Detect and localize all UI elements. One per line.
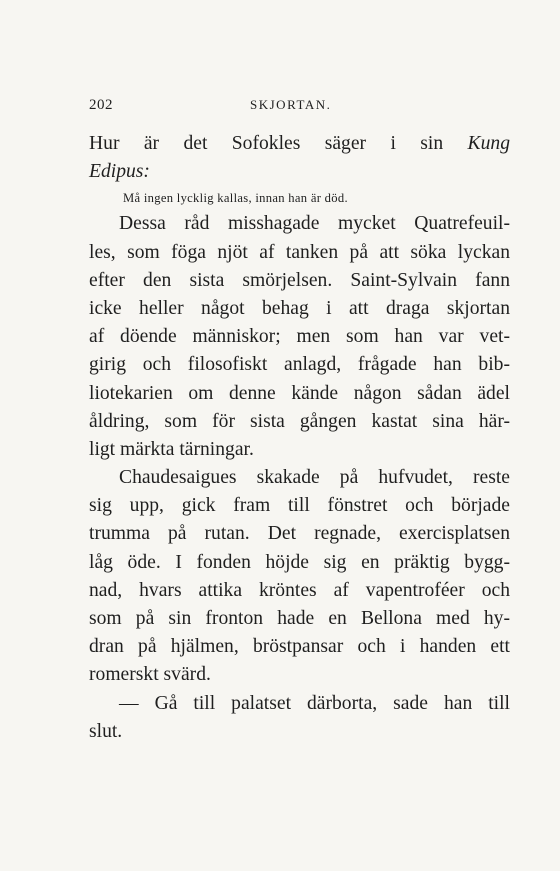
- text-line: [89, 130, 510, 158]
- text-run: romerskt svärd.: [89, 664, 211, 686]
- text-line: [89, 380, 510, 408]
- text-line: [89, 549, 510, 577]
- text-line: [89, 210, 510, 238]
- epigraph-quote: [89, 186, 510, 210]
- text-line: [89, 464, 510, 492]
- text-run: trumma på rutan. Det regnade, exercisplatsen: [89, 523, 510, 545]
- text-line: [89, 158, 510, 186]
- running-title: SKJORTAN.: [250, 97, 332, 112]
- italic-text: Kung: [467, 133, 510, 154]
- text-run: sig upp, gick fram till fönstret och började: [89, 495, 510, 517]
- text-run: som på sin fronton hade en Bellona med hy-: [89, 608, 510, 629]
- text-line: [89, 436, 510, 464]
- text-run: nad, hvars attika kröntes af vapentroféer och: [89, 579, 510, 601]
- text-run: liotekarien om denne kände någon sådan ädel: [89, 382, 510, 404]
- text-line: [89, 718, 510, 746]
- text-run: les, som föga njöt af tanken på att söka lyckan: [89, 241, 510, 263]
- text-line: [89, 323, 510, 351]
- text-run: af döende människor; men som han var vet-: [89, 326, 510, 348]
- text-line: [89, 267, 510, 295]
- text-run: dran på hjälmen, bröstpansar och i handen ett: [89, 636, 510, 658]
- text-run: ligt märkta tärningar.: [89, 438, 254, 460]
- text-line: [89, 408, 510, 436]
- text-line: [89, 661, 510, 689]
- paragraph: [89, 690, 510, 746]
- text-run: — Gå till palatset därborta, sade han till: [119, 692, 510, 714]
- text-run: girig och filosofiskt anlagd, frågade han bib-: [89, 354, 510, 376]
- text-run: icke heller något behag i att draga skjortan: [89, 297, 510, 319]
- text-line: [89, 492, 510, 520]
- text-line: [89, 690, 510, 718]
- text-line: [89, 239, 510, 267]
- text-line: [89, 633, 510, 661]
- text-run: Hur är det Sofokles säger i sin: [89, 133, 468, 154]
- italic-text: Edipus:: [89, 161, 150, 183]
- quote-line: [89, 186, 510, 210]
- text-run: Dessa råd misshagade mycket Quatrefeuil-: [119, 213, 510, 235]
- text-run: låg öde. I fonden höjde sig en präktig bygg-: [89, 551, 510, 573]
- text-run: Må ingen lycklig kallas, innan han är död.: [123, 191, 348, 206]
- paragraph: [89, 464, 510, 690]
- text-run: åldring, som för sista gången kastat sina här-: [89, 410, 510, 432]
- text-line: [89, 605, 510, 633]
- text-line: [89, 351, 510, 379]
- text-line: [89, 295, 510, 323]
- text-run: Chaudesaigues skakade på hufvudet, reste: [119, 467, 510, 489]
- text-run: slut.: [89, 720, 123, 742]
- text-run: efter den sista smörjelsen. Saint-Sylvain fann: [89, 269, 510, 291]
- paragraph: [89, 130, 510, 186]
- text-line: [89, 577, 510, 605]
- paragraph: [89, 210, 510, 464]
- text-line: [89, 520, 510, 548]
- page-number: 202: [89, 97, 113, 113]
- body-text: [89, 130, 510, 746]
